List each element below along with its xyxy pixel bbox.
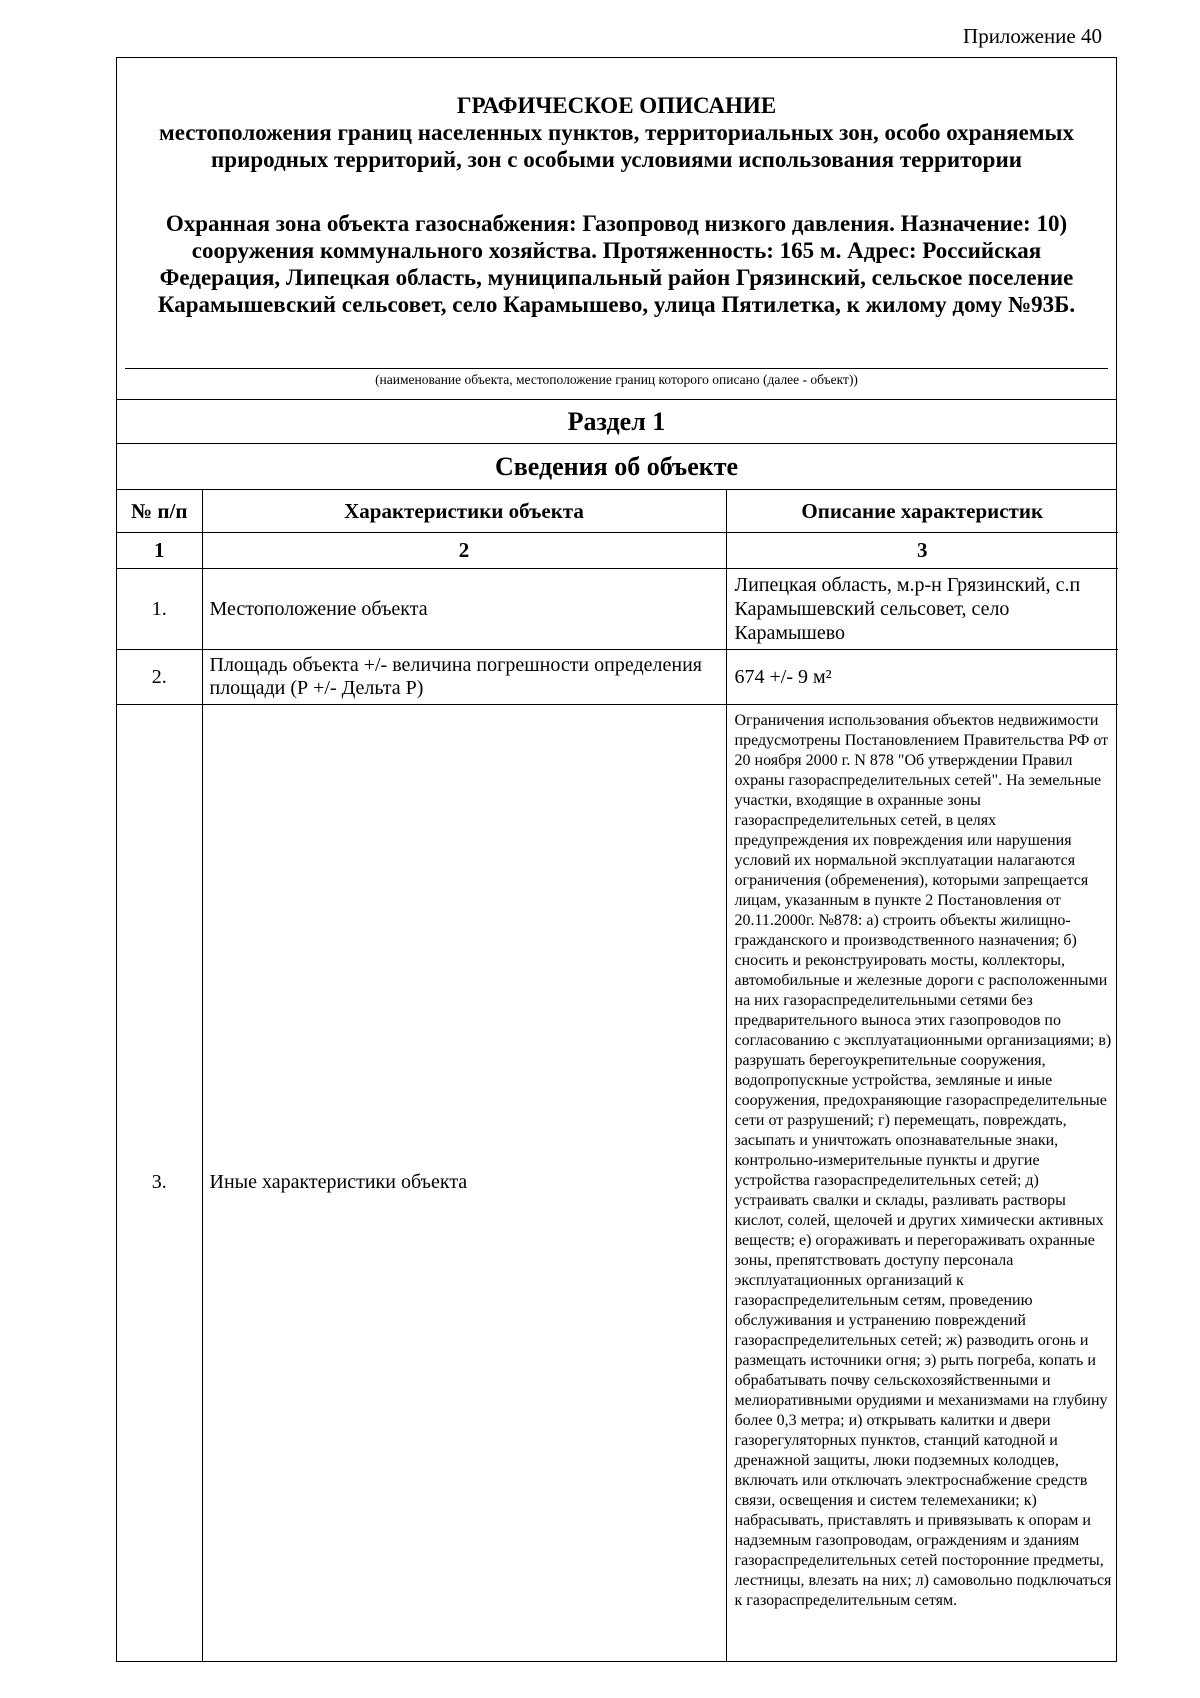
document-title: ГРАФИЧЕСКОЕ ОПИСАНИЕ xyxy=(456,93,777,118)
header-number: № п/п xyxy=(117,490,202,533)
section-title: Раздел 1 xyxy=(117,400,1116,444)
section-subtitle: Сведения об объекте xyxy=(117,444,1116,490)
table-row xyxy=(117,705,1118,1661)
row-description: Липецкая область, м.р-н Грязинский, с.п Карамышевский сельсовет, село Карамышево xyxy=(726,569,1118,650)
object-caption: (наименование объекта, местоположение границ которого описано (далее - объект)) xyxy=(375,372,858,387)
row-description: 674 +/- 9 м² xyxy=(726,650,1118,705)
document-header xyxy=(117,58,1116,368)
row-characteristic: Местоположение объекта xyxy=(202,569,726,650)
column-number-row xyxy=(117,533,1118,569)
document-frame xyxy=(116,57,1117,1662)
table-row xyxy=(117,650,1118,705)
row-number: 3. xyxy=(117,705,202,1661)
col-number-2: 2 xyxy=(202,533,726,569)
appendix-label: Приложение 40 xyxy=(963,24,1102,48)
table-header-row xyxy=(117,490,1118,533)
header-characteristic: Характеристики объекта xyxy=(202,490,726,533)
row-number: 2. xyxy=(117,650,202,705)
table-row xyxy=(117,569,1118,650)
header-description: Описание характеристик xyxy=(726,490,1118,533)
row-characteristic: Иные характеристики объекта xyxy=(202,705,726,1661)
col-number-3: 3 xyxy=(726,533,1118,569)
object-name: Охранная зона объекта газоснабжения: Газопровод низкого давления. Назначение: 10) сооружения коммунального хозяйства. Протяженность: 165 м. Адрес: Российская Федерация, Липецкая область, муниципальный район Грязинский, сельское поселение Карамышевский сельсовет, село Карамышево, улица Пятилетка, к жилому дому №93Б. xyxy=(157,211,1076,317)
row-characteristic: Площадь объекта +/- величина погрешности определения площади (Р +/- Дельта Р) xyxy=(202,650,726,705)
col-number-1: 1 xyxy=(117,533,202,569)
caption-row xyxy=(117,369,1116,400)
document-subtitle: местоположения границ населенных пунктов, территориальных зон, особо охраняемых природных территорий, зон с особыми условиями использования территории xyxy=(159,120,1074,172)
row-number: 1. xyxy=(117,569,202,650)
row-description: Ограничения использования объектов недвижимости предусмотрены Постановлением Правительства РФ от 20 ноября 2000 г. N 878 "Об утверждении Правил охраны газораспределительных сетей". На земельные участки, входящие в охранные зоны газораспределительных сетей, в целях предупреждения их повреждения или нарушения условий их нормальной эксплуатации налагаются ограничения (обременения), которыми запрещается лицам, указанным в пункте 2 Постановления от 20.11.2000г. №878: а) строить объекты жилищно-гражданского и производственного назначения; б) сносить и реконструировать мосты, коллекторы, автомобильные и железные дороги с расположенными на них газораспределительными сетями без предварительного выноса этих газопроводов по согласованию с эксплуатационными организациями; в) разрушать берегоукрепительные сооружения, водопропускные устройства, земляные и иные сооружения, предохраняющие газораспределительные сети от разрушений; г) перемещать, повреждать, засыпать и уничтожать опознавательные знаки, контрольно-измерительные пункты и другие устройства газораспределительных сетей; д) устраивать свалки и склады, разливать растворы кислот, солей, щелочей и других химически активных веществ; е) огораживать и перегораживать охранные зоны, препятствовать доступу персонала эксплуатационных организаций к газораспределительным сетям, проведению обслуживания и устранению повреждений газораспределительных сетей; ж) разводить огонь и размещать источники огня; з) рыть погреба, копать и обрабатывать почву сельскохозяйственными и мелиоративными орудиями и механизмами на глубину более 0,3 метра; и) открывать калитки и двери газорегуляторных пунктов, станций катодной и дренажной защиты, люки подземных колодцев, включать или отключать электроснабжение средств связи, освещения и систем телемеханики; к) набрасывать, приставлять и привязывать к опорам и надземным газопроводам, ограждениям и зданиям газораспределительных сетей посторонние предметы, лестницы, влезать на них; л) самовольно подключаться к газораспределительным сетям. xyxy=(726,705,1118,1661)
object-info-table xyxy=(117,490,1118,1661)
